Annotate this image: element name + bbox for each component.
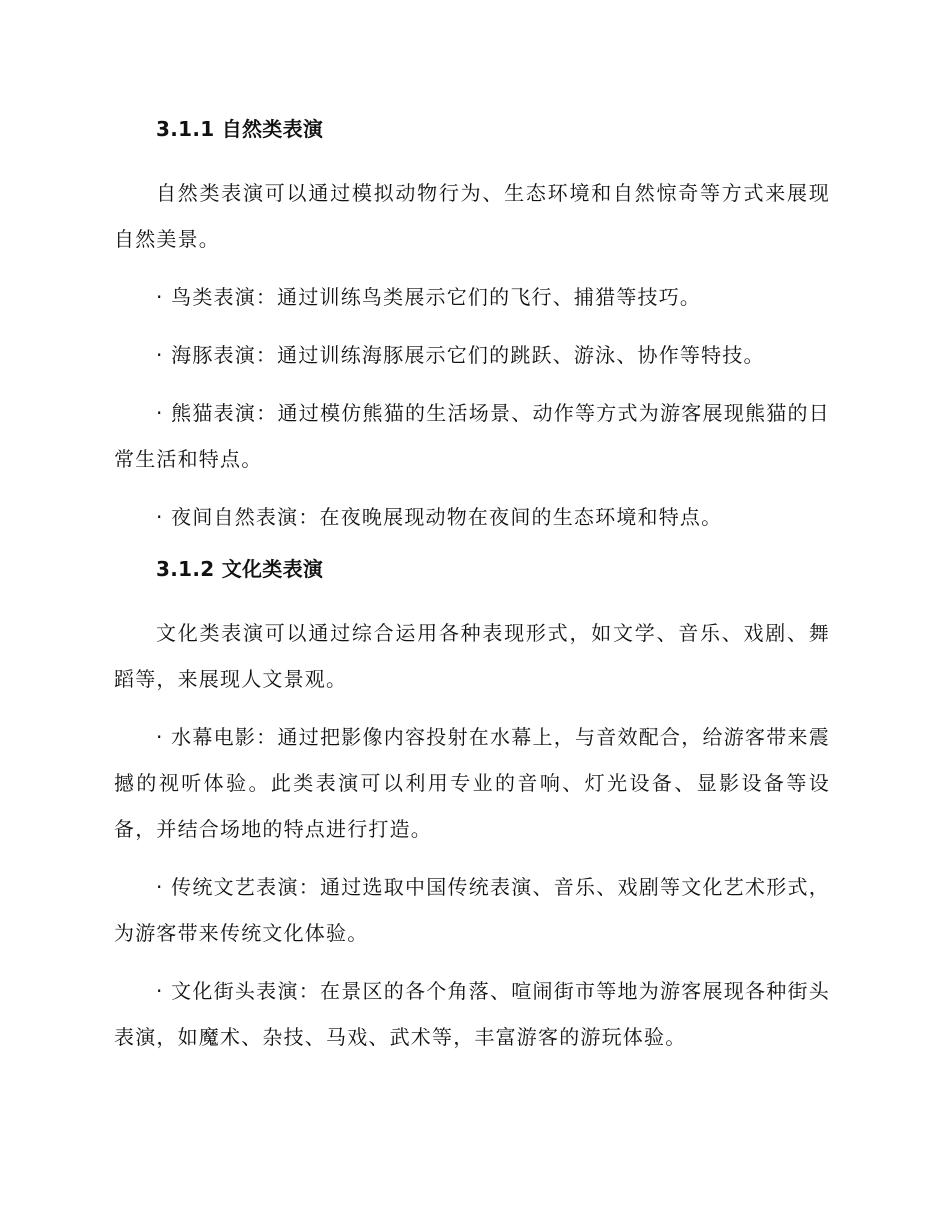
list-item-traditional-arts: · 传统文艺表演：通过选取中国传统表演、音乐、戏剧等文化艺术形式，为游客带来传统文化体验。 — [114, 875, 830, 945]
section-heading-natural: 3.1.1 自然类表演 — [156, 117, 324, 141]
list-item-night-nature-show: · 夜间自然表演：在夜晚展现动物在夜间的生态环境和特点。 — [156, 505, 723, 529]
list-item-panda-show: · 熊猫表演：通过模仿熊猫的生活场景、动作等方式为游客展现熊猫的日常生活和特点。 — [114, 401, 830, 471]
paragraph-culture-intro: 文化类表演可以通过综合运用各种表现形式，如文学、音乐、戏剧、舞蹈等，来展现人文景观。 — [114, 621, 830, 691]
list-item-street-performance: · 文化街头表演：在景区的各个角落、喧闹街市等地为游客展现各种街头表演，如魔术、杂技、马戏、武术等，丰富游客的游玩体验。 — [114, 979, 830, 1049]
section-heading-culture: 3.1.2 文化类表演 — [156, 557, 324, 581]
list-item-dolphin-show: · 海豚表演：通过训练海豚展示它们的跳跃、游泳、协作等特技。 — [156, 343, 765, 367]
paragraph-natural-intro: 自然类表演可以通过模拟动物行为、生态环境和自然惊奇等方式来展现自然美景。 — [114, 181, 830, 251]
list-item-water-screen-movie: · 水幕电影：通过把影像内容投射在水幕上，与音效配合，给游客带来震撼的视听体验。此类表演可以利用专业的音响、灯光设备、显影设备等设备，并结合场地的特点进行打造。 — [114, 725, 830, 841]
list-item-bird-show: · 鸟类表演：通过训练鸟类展示它们的飞行、捕猎等技巧。 — [156, 285, 702, 309]
document-body — [114, 112, 830, 1060]
